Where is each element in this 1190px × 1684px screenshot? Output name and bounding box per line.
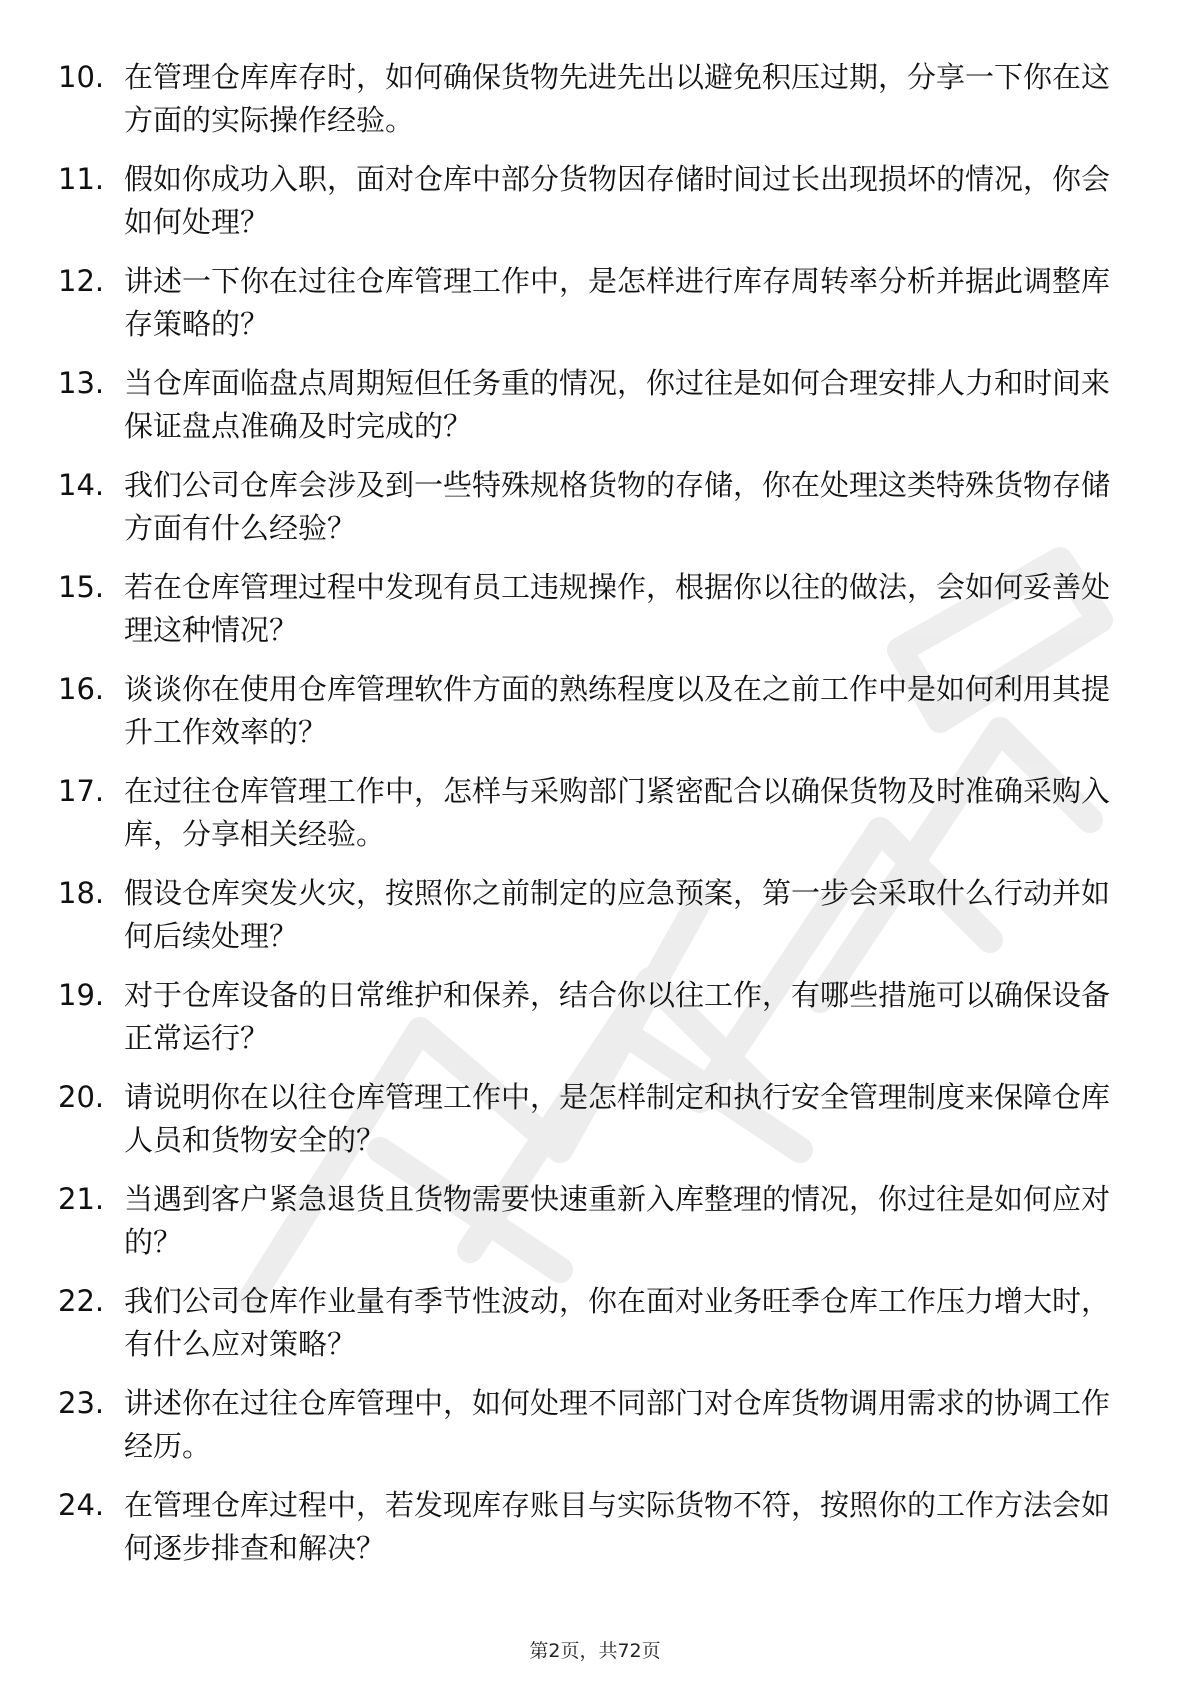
question-number: 12. [58,264,105,298]
question-text: 当仓库面临盘点周期短但任务重的情况，你过往是如何合理安排人力和时间来保证盘点准确及时完成的？ [124,366,1111,443]
question-text: 当遇到客户紧急退货且货物需要快速重新入库整理的情况，你过往是如何应对的？ [124,1182,1111,1259]
list-item [58,158,1118,244]
list-item [58,1076,1118,1162]
list-item [58,770,1118,856]
question-text: 我们公司仓库作业量有季节性波动，你在面对业务旺季仓库工作压力增大时，有什么应对策略？ [124,1284,1111,1361]
list-item [58,464,1118,550]
question-number: 22. [58,1284,105,1318]
list-item [58,56,1118,142]
question-number: 16. [58,672,105,706]
question-text: 若在仓库管理过程中发现有员工违规操作，根据你以往的做法，会如何妥善处理这种情况？ [124,570,1111,647]
question-text: 讲述一下你在过往仓库管理工作中，是怎样进行库存周转率分析并据此调整库存策略的？ [124,264,1111,341]
question-number: 24. [58,1488,105,1522]
list-item [58,974,1118,1060]
list-item [58,1280,1118,1366]
question-text: 在管理仓库库存时，如何确保货物先进先出以避免积压过期，分享一下你在这方面的实际操作经验。 [124,60,1111,137]
question-number: 20. [58,1080,105,1114]
question-text: 我们公司仓库会涉及到一些特殊规格货物的存储，你在处理这类特殊货物存储方面有什么经验？ [124,468,1111,545]
question-text: 假设仓库突发火灾，按照你之前制定的应急预案，第一步会采取什么行动并如何后续处理？ [124,876,1111,953]
list-item [58,566,1118,652]
list-item [58,260,1118,346]
question-number: 21. [58,1182,105,1216]
question-text: 谈谈你在使用仓库管理软件方面的熟练程度以及在之前工作中是如何利用其提升工作效率的？ [124,672,1111,749]
page-number-footer: 第2页，共72页 [529,1640,661,1662]
question-number: 14. [58,468,105,502]
question-number: 18. [58,876,105,910]
list-item [58,1484,1118,1570]
question-number: 15. [58,570,105,604]
question-list [58,56,1118,1586]
question-number: 19. [58,978,105,1012]
question-text: 在过往仓库管理工作中，怎样与采购部门紧密配合以确保货物及时准确采购入库，分享相关经验。 [124,774,1111,851]
list-item [58,362,1118,448]
list-item [58,668,1118,754]
question-text: 在管理仓库过程中，若发现库存账目与实际货物不符，按照你的工作方法会如何逐步排查和解决？ [124,1488,1111,1565]
question-number: 10. [58,60,105,94]
question-text: 对于仓库设备的日常维护和保养，结合你以往工作，有哪些措施可以确保设备正常运行？ [124,978,1111,1055]
list-item [58,1382,1118,1468]
list-item [58,872,1118,958]
list-item [58,1178,1118,1264]
question-text: 假如你成功入职，面对仓库中部分货物因存储时间过长出现损坏的情况，你会如何处理？ [124,162,1111,239]
question-number: 23. [58,1386,105,1420]
question-text: 讲述你在过往仓库管理中，如何处理不同部门对仓库货物调用需求的协调工作经历。 [124,1386,1111,1463]
question-number: 17. [58,774,105,808]
question-number: 13. [58,366,105,400]
question-number: 11. [58,162,105,196]
question-text: 请说明你在以往仓库管理工作中，是怎样制定和执行安全管理制度来保障仓库人员和货物安全的？ [124,1080,1111,1157]
